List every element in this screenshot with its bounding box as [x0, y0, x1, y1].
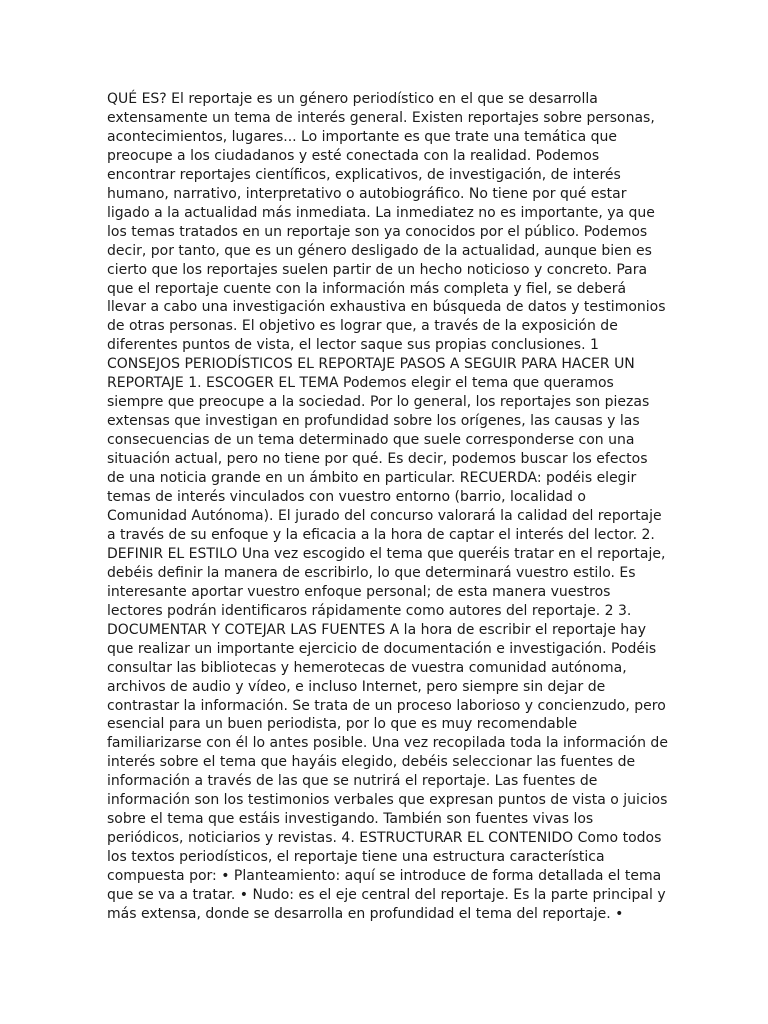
text-line: extensas que investigan en profundidad sobre los orígenes, las causas y las [107, 413, 640, 430]
text-line: temas de interés vinculados con vuestro entorno (barrio, localidad o [107, 489, 586, 506]
text-line: familiarizarse con él lo antes posible. Una vez recopilada toda la información de [107, 735, 668, 752]
text-line: cierto que los reportajes suelen partir de un hecho noticioso y concreto. Para [107, 261, 648, 278]
text-line: sobre el tema que estáis investigando. También son fuentes vivas los [107, 811, 594, 828]
text-line: consecuencias de un tema determinado que suele corresponderse con una [107, 432, 635, 449]
text-line: más extensa, donde se desarrolla en profundidad el tema del reportaje. • [107, 905, 624, 922]
text-line: los textos periodísticos, el reportaje tiene una estructura característica [107, 849, 605, 866]
text-line: extensamente un tema de interés general. Existen reportajes sobre personas, [107, 109, 655, 126]
text-line: llevar a cabo una investigación exhaustiva en búsqueda de datos y testimonios [107, 299, 666, 316]
text-line: compuesta por: • Planteamiento: aquí se introduce de forma detallada el tema [107, 868, 662, 885]
text-line: periódicos, noticiarios y revistas. 4. ESTRUCTURAR EL CONTENIDO Como todos [107, 830, 662, 847]
text-line: encontrar reportajes científicos, explicativos, de investigación, de interés [107, 166, 621, 183]
body-text [107, 90, 667, 924]
text-line: REPORTAJE 1. ESCOGER EL TEMA Podemos elegir el tema que queramos [107, 375, 614, 392]
text-line: humano, narrativo, interpretativo o autobiográfico. No tiene por qué estar [107, 185, 627, 202]
text-line: lectores podrán identificaros rápidamente como autores del reportaje. 2 3. [107, 602, 632, 619]
text-line: siempre que preocupe a la sociedad. Por lo general, los reportajes son piezas [107, 394, 650, 411]
text-line: QUÉ ES? El reportaje es un género periodístico en el que se desarrolla [107, 91, 598, 107]
text-line: esencial para un buen periodista, por lo que es muy recomendable [107, 716, 578, 733]
text-line: información son los testimonios verbales que expresan puntos de vista o juicios [107, 792, 668, 809]
text-line: contrastar la información. Se trata de un proceso laborioso y concienzudo, pero [107, 697, 666, 714]
text-line: de una noticia grande en un ámbito en particular. RECUERDA: podéis elegir [107, 470, 637, 487]
text-line: situación actual, pero no tiene por qué. Es decir, podemos buscar los efectos [107, 451, 648, 468]
text-line: archivos de audio y vídeo, e incluso Internet, pero siempre sin dejar de [107, 678, 606, 695]
text-line: CONSEJOS PERIODÍSTICOS EL REPORTAJE PASOS A SEGUIR PARA HACER UN [107, 356, 635, 373]
text-line: información a través de las que se nutrirá el reportaje. Las fuentes de [107, 773, 598, 790]
text-line: decir, por tanto, que es un género desligado de la actualidad, aunque bien es [107, 242, 652, 259]
text-line: preocupe a los ciudadanos y esté conectada con la realidad. Podemos [107, 147, 600, 164]
text-line: interés sobre el tema que hayáis elegido, debéis seleccionar las fuentes de [107, 754, 636, 771]
text-line: diferentes puntos de vista, el lector saque sus propias conclusiones. 1 [107, 337, 599, 354]
text-line: de otras personas. El objetivo es lograr que, a través de la exposición de [107, 318, 618, 335]
text-line: los temas tratados en un reportaje son ya conocidos por el público. Podemos [107, 223, 648, 240]
text-line: interesante aportar vuestro enfoque personal; de esta manera vuestros [107, 583, 611, 600]
text-line: que se va a tratar. • Nudo: es el eje central del reportaje. Es la parte principal y [107, 887, 666, 904]
text-line: acontecimientos, lugares... Lo importante es que trate una temática que [107, 128, 617, 145]
text-line: que realizar un importante ejercicio de documentación e investigación. Podéis [107, 640, 657, 657]
text-line: debéis definir la manera de escribirlo, lo que determinará vuestro estilo. Es [107, 564, 636, 581]
text-line: DEFINIR EL ESTILO Una vez escogido el tema que queréis tratar en el reportaje, [107, 545, 666, 562]
text-line: a través de su enfoque y la eficacia a la hora de captar el interés del lector. 2. [107, 526, 655, 543]
text-line: que el reportaje cuente con la información más completa y fiel, se deberá [107, 280, 627, 297]
text-line: DOCUMENTAR Y COTEJAR LAS FUENTES A la hora de escribir el reportaje hay [107, 621, 646, 638]
text-line: ligado a la actualidad más inmediata. La inmediatez no es importante, ya que [107, 204, 655, 221]
text-line: consultar las bibliotecas y hemerotecas de vuestra comunidad autónoma, [107, 659, 627, 676]
text-line: Comunidad Autónoma). El jurado del concurso valorará la calidad del reportaje [107, 507, 662, 524]
